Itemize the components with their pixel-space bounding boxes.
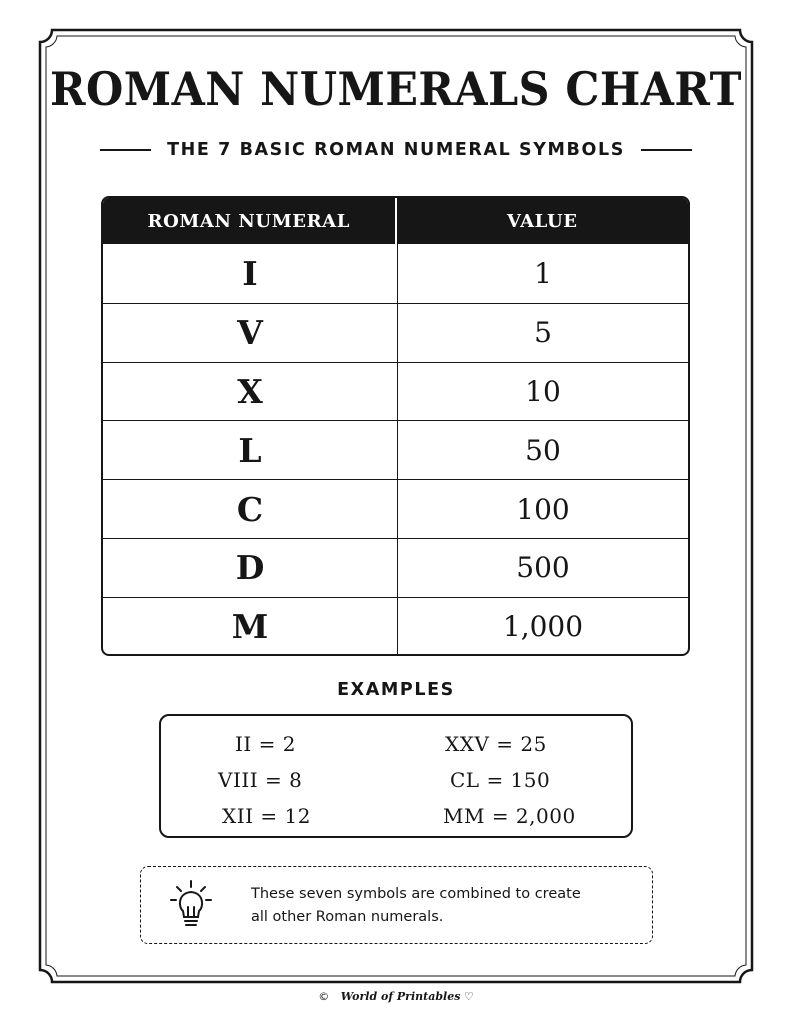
table-row <box>103 420 688 479</box>
numerals-table <box>101 196 690 656</box>
value-cell: 500 <box>516 551 570 585</box>
example-item: CL = 150 <box>450 768 551 792</box>
value-cell: 1 <box>534 256 552 290</box>
roman-cell: M <box>103 598 398 656</box>
roman-cell: I <box>103 244 398 303</box>
subtitle-rule-right <box>641 149 692 151</box>
example-item: XXV = 25 <box>445 732 547 756</box>
table-header <box>103 198 688 244</box>
examples-heading: EXAMPLES <box>337 680 455 700</box>
page-title: ROMAN NUMERALS CHART <box>50 62 742 116</box>
tip-box <box>140 866 653 944</box>
roman-cell: V <box>103 304 398 362</box>
value-cell: 5 <box>534 316 552 350</box>
example-item: VIII = 8 <box>218 768 303 792</box>
brand-name: World of Printables <box>340 990 461 1003</box>
example-item: II = 2 <box>235 732 296 756</box>
subtitle-rule-left <box>100 149 151 151</box>
table-row <box>103 538 688 597</box>
value-cell: 10 <box>525 374 561 408</box>
tip-line: These seven symbols are combined to create <box>251 886 581 902</box>
tip-text <box>251 883 641 929</box>
roman-cell: X <box>103 363 398 421</box>
column-header-roman: ROMAN NUMERAL <box>103 198 397 244</box>
roman-cell: D <box>103 539 398 597</box>
heart-icon: ♡ <box>463 990 474 1003</box>
roman-cell: C <box>103 480 398 538</box>
table-row <box>103 303 688 362</box>
lightbulb-icon <box>169 879 213 929</box>
tip-line: all other Roman numerals. <box>251 909 444 925</box>
value-cell: 50 <box>525 433 561 467</box>
copyright-symbol: © <box>318 990 330 1003</box>
page-subtitle: THE 7 BASIC ROMAN NUMERAL SYMBOLS <box>167 140 625 160</box>
table-row <box>103 244 688 303</box>
value-cell: 1,000 <box>502 610 584 644</box>
table-row <box>103 479 688 538</box>
table-body <box>103 244 688 654</box>
example-item: XII = 12 <box>222 804 311 828</box>
example-item: MM = 2,000 <box>443 804 576 828</box>
examples-box <box>159 714 633 838</box>
value-cell: 100 <box>516 492 570 526</box>
subtitle-row <box>100 137 692 163</box>
column-header-value: VALUE <box>506 210 578 232</box>
table-row <box>103 597 688 656</box>
footer <box>0 990 792 1003</box>
table-row <box>103 362 688 421</box>
roman-cell: L <box>103 421 398 479</box>
